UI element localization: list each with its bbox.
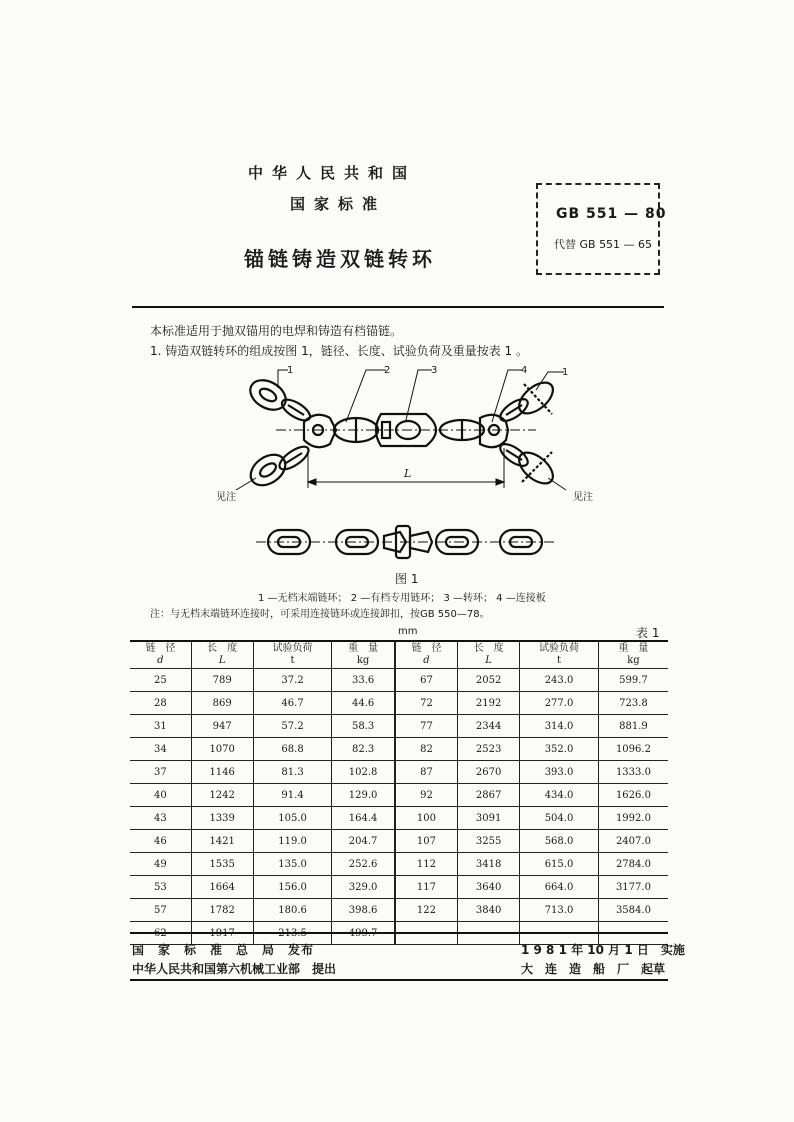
table-cell: 204.7 [332,830,395,853]
table-row [130,853,668,876]
dimension-L-label: L [404,467,412,480]
table-cell: 82.3 [332,738,395,761]
table-caption: 表 1 [636,626,660,640]
standard-number: GB 551 — 80 [556,206,667,222]
table-cell: 87 [395,761,458,784]
table-unit: mm [398,626,418,637]
figure-plan-view [256,526,556,558]
table-cell: 122 [395,899,458,922]
issuer: 国 家 标 准 总 局 发布 [132,943,315,957]
table-cell: 2523 [458,738,520,761]
table-cell: 2407.0 [598,830,668,853]
table-cell: 3091 [458,807,520,830]
table-cell: 2670 [458,761,520,784]
table-cell: 1333.0 [598,761,668,784]
table-row [130,761,668,784]
table-cell: 329.0 [332,876,395,899]
table-row [130,784,668,807]
scope-text: 本标准适用于抛双锚用的电焊和铸造有档锚链。 [150,324,403,338]
table-cell: 1242 [191,784,253,807]
header-diameter-right: 链 径 d [395,642,458,669]
header-diameter-left: 链 径 d [130,642,191,669]
document-title: 锚链铸造双链转环 [244,247,436,271]
table-cell: 58.3 [332,715,395,738]
table-cell: 156.0 [253,876,332,899]
figure-1-drawing [196,360,616,570]
table-cell: 37.2 [253,669,332,692]
table-cell: 107 [395,830,458,853]
table-cell: 92 [395,784,458,807]
table-cell: 352.0 [520,738,599,761]
header-weight-right: 重 量 kg [598,642,668,669]
table-cell: 723.8 [598,692,668,715]
table-cell: 102.8 [332,761,395,784]
table-row [130,899,668,922]
table-cell: 789 [191,669,253,692]
table-cell: 664.0 [520,876,599,899]
table-cell: 3584.0 [598,899,668,922]
table-row [130,692,668,715]
table-cell: 57 [130,899,191,922]
table-cell: 393.0 [520,761,599,784]
table-cell: 1782 [191,899,253,922]
table-cell: 105.0 [253,807,332,830]
table-cell: 46.7 [253,692,332,715]
table-cell: 117 [395,876,458,899]
proposer: 中华人民共和国第六机械工业部 提出 [132,962,337,976]
callout-1-left: 1 [287,365,294,376]
table-cell: 2192 [458,692,520,715]
table-cell: 31 [130,715,191,738]
table-cell: 3255 [458,830,520,853]
table-cell: 1339 [191,807,253,830]
table-cell: 49 [130,853,191,876]
table-cell: 1146 [191,761,253,784]
table-cell: 2052 [458,669,520,692]
table-cell: 398.6 [332,899,395,922]
header-length-right: 长 度 L [458,642,520,669]
table-cell: 252.6 [332,853,395,876]
table-cell: 1070 [191,738,253,761]
header-divider [132,306,664,308]
table-cell: 77 [395,715,458,738]
table-cell: 243.0 [520,669,599,692]
callout-1-right: 1 [562,367,569,378]
end-link-lower-right [514,447,559,490]
stud-link-upper-left [279,396,314,425]
clause-1-text: 1. 铸造双链转环的组成按图 1，链径、长度、试验负荷及重量按表 1 。 [150,344,528,358]
table-cell: 135.0 [253,853,332,876]
table-cell: 67 [395,669,458,692]
table-cell: 2344 [458,715,520,738]
footer-top-rule [130,932,668,934]
table-cell: 33.6 [332,669,395,692]
table-row [130,715,668,738]
table-cell: 1664 [191,876,253,899]
table-header-row [130,642,668,669]
table-cell: 881.9 [598,715,668,738]
table-row [130,830,668,853]
table-cell: 180.6 [253,899,332,922]
table-cell: 91.4 [253,784,332,807]
table-cell: 82 [395,738,458,761]
table-cell: 947 [191,715,253,738]
table-cell: 28 [130,692,191,715]
table-cell: 129.0 [332,784,395,807]
table-cell: 68.8 [253,738,332,761]
table-cell: 1096.2 [598,738,668,761]
table-cell: 100 [395,807,458,830]
table-cell: 164.4 [332,807,395,830]
table-cell: 53 [130,876,191,899]
table-row [130,738,668,761]
data-table [130,642,668,945]
table-cell: 34 [130,738,191,761]
table-cell: 43 [130,807,191,830]
table-cell: 3640 [458,876,520,899]
table-cell: 1626.0 [598,784,668,807]
table-cell: 869 [191,692,253,715]
header-load-left: 试验负荷 t [253,642,332,669]
table-cell: 3840 [458,899,520,922]
table-row [130,807,668,830]
table-cell: 3177.0 [598,876,668,899]
drafter: 大 连 造 船 厂 起草 [521,962,666,976]
table-row [130,669,668,692]
table-cell: 277.0 [520,692,599,715]
table-cell: 25 [130,669,191,692]
table-cell: 119.0 [253,830,332,853]
table-cell: 1421 [191,830,253,853]
header-load-right: 试验负荷 t [520,642,599,669]
table-row [130,876,668,899]
table-cell: 2867 [458,784,520,807]
table-cell: 44.6 [332,692,395,715]
header-weight-left: 重 量 kg [332,642,395,669]
table-cell: 72 [395,692,458,715]
see-note-left: 见注 [216,492,236,503]
replaces-standard: 代替 GB 551 — 65 [554,238,653,251]
table-cell: 504.0 [520,807,599,830]
table-cell: 37 [130,761,191,784]
table-cell: 434.0 [520,784,599,807]
table-cell: 615.0 [520,853,599,876]
stud-link-lower-right [497,440,531,470]
callout-3: 3 [431,365,438,376]
effective-date: 1 9 8 1 年 10 月 1 日 实施 [521,943,685,957]
header-length-left: 长 度 L [191,642,253,669]
callout-4: 4 [521,365,528,376]
table-cell: 3418 [458,853,520,876]
table-cell: 2784.0 [598,853,668,876]
figure-legend: 1 —无档末端链环； 2 —有档专用链环； 3 —转环； 4 —连接板 [258,593,546,604]
callout-2: 2 [384,365,391,376]
country-line: 中华人民共和国 [248,164,417,182]
table-body [130,669,668,945]
table-cell: 81.3 [253,761,332,784]
table-cell: 599.7 [598,669,668,692]
table-cell: 1992.0 [598,807,668,830]
table-cell: 57.2 [253,715,332,738]
footer-bottom-rule [130,979,668,981]
table-cell: 1535 [191,853,253,876]
table-cell: 46 [130,830,191,853]
figure-caption: 图 1 [395,572,419,586]
figure-note: 注：与无档末端链环连接时，可采用连接链环或连接卸扣，按GB 550—78。 [150,609,490,620]
table-cell: 314.0 [520,715,599,738]
table-cell: 713.0 [520,899,599,922]
national-standard-label: 国家标准 [290,195,387,213]
stud-link-upper-right [497,395,531,425]
see-note-right: 见注 [573,492,593,503]
table-cell: 568.0 [520,830,599,853]
table-cell: 40 [130,784,191,807]
standard-number-box [536,183,660,275]
table-cell: 112 [395,853,458,876]
